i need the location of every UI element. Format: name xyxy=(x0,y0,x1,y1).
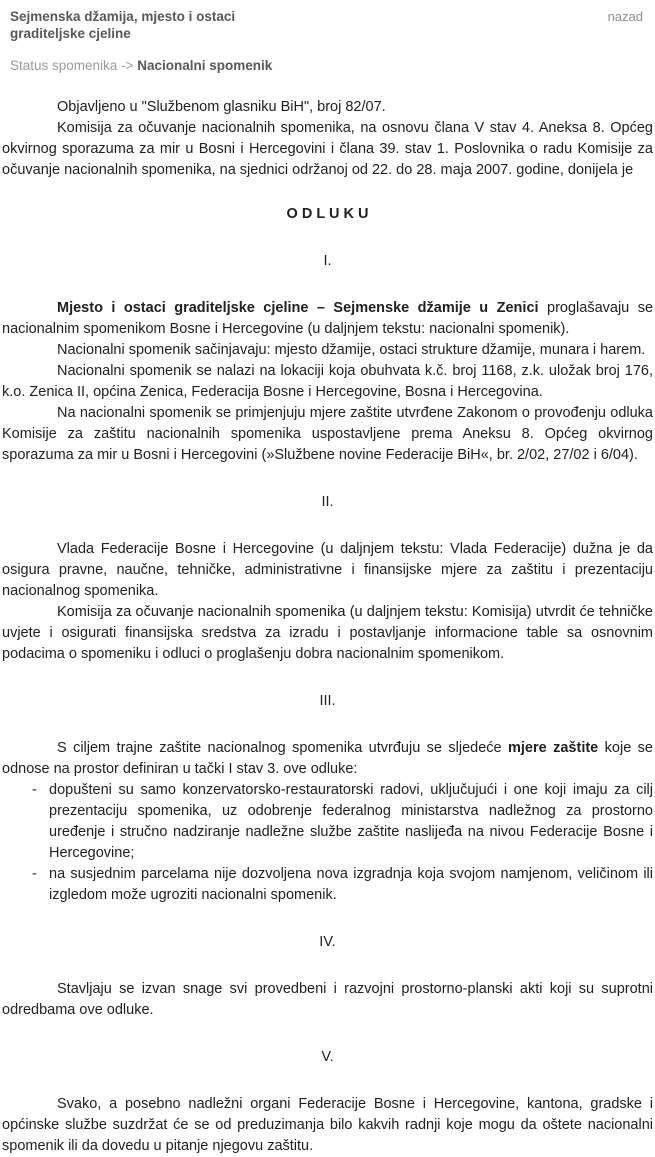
list-item xyxy=(2,780,653,864)
paragraph-s2-p2: Komisija za očuvanje nacionalnih spomenika (u daljnjem tekstu: Komisija) utvrdit će tehničke uvjete i osigurati finansijska sredstva za izradu i postavljanje informacione table sa osnovnim podacima o spomeniku i odluci o proglašenju dobra nacionalnim spomenikom. xyxy=(2,604,653,662)
paragraph-s1-p1 xyxy=(2,298,653,340)
paragraph-s1-p3: Nacionalni spomenik se nalazi na lokaciji koja obuhvata k.č. broj 1168, z.k. uložak broj 176, k.o. Zenica II, općina Zenica, Federacija Bosne i Hercegovine, Bosna i Hercegovina. xyxy=(2,363,653,400)
list-item xyxy=(2,864,653,906)
section-number-1: I. xyxy=(323,253,332,269)
paragraph-s1-p1-rest: proglašavaju se nacionalnim spomenikom Bosne i Hercegovine (u daljnjem tekstu: nacionalni spomenik). xyxy=(2,300,654,337)
section-number-2: II. xyxy=(321,494,334,510)
paragraph-s5-p1: Svako, a posebno nadležni organi Federacije Bosne i Hercegovine, kantona, gradske i općinske službe suzdržat će se od preduzimanja bilo kakvih radnji koje mogu da oštete nacionalni spomenik ili da dovedu u pitanje njegovu zaštitu. xyxy=(2,1096,653,1154)
protection-measures-list xyxy=(2,780,653,906)
paragraph-s3-p1-tail: koje se odnose na prostor definiran u tački I stav 3. ove odluke: xyxy=(2,740,653,777)
status-value: Nacionalni spomenik xyxy=(137,58,273,73)
section-number-4: IV. xyxy=(319,934,336,950)
back-link[interactable]: nazad xyxy=(607,9,643,24)
paragraph-preamble: Komisija za očuvanje nacionalnih spomenika, na osnovu člana V stav 4. Aneksa 8. Općeg okvirnog sporazuma za mir u Bosni i Hercegovini i člana 39. stav 1. Poslovnika o radu Komisije za očuvanje nacionalnih spomenika, na sjednici održanoj od 22. do 28. maja 2007. godine, donijela je xyxy=(2,120,653,178)
section-number-3: III. xyxy=(319,693,336,709)
status-label: Status spomenika -> xyxy=(10,58,134,73)
paragraph-s1-p4: Na nacionalni spomenik se primjenjuju mjere zaštite utvrđene Zakonom o provođenju odluka Komisije za zaštitu nacionalnih spomenika uspostavljene prema Aneksu 8. Općeg okvirnog sporazuma za mir u Bosni i Hercegovini (»Službene novine Federacije BiH«, br. 2/02, 27/02 i 6/04). xyxy=(2,405,653,463)
page-title: Sejmenska džamija, mjesto i ostaci graditeljske cjeline xyxy=(10,9,236,41)
document-body xyxy=(0,97,655,1157)
paragraph-published: Objavljeno u "Službenom glasniku BiH", broj 82/07. xyxy=(57,99,386,115)
section-number-5: V. xyxy=(321,1049,334,1065)
paragraph-s1-p2: Nacionalni spomenik sačinjavaju: mjesto džamije, ostaci strukture džamije, munara i harem. xyxy=(57,342,646,358)
paragraph-s4-p1: Stavljaju se izvan snage svi provedbeni i razvojni prostorno-planski akti koji su suprotni odredbama ove odluke. xyxy=(2,981,653,1018)
dash-marker: - xyxy=(32,782,37,798)
dash-marker: - xyxy=(32,866,37,882)
header-row xyxy=(10,8,643,42)
paragraph-s2-p1: Vlada Federacije Bosne i Hercegovine (u daljnjem tekstu: Vlada Federacije) dužna je da osigura pravne, naučne, tehničke, administrativne i finansijske mjere za zaštitu i prezentaciju nacionalnog spomenika. xyxy=(2,541,653,599)
list-item-text: na susjednim parcelama nije dozvoljena nova izgradnja koja svojom namjenom, veličinom ili izgledom može ugroziti nacionalni spomenik. xyxy=(49,866,653,903)
decision-heading: O D L U K U xyxy=(286,206,369,222)
list-item-text: dopušteni su samo konzervatorsko-restauratorski radovi, uključujući i one koji imaju za cilj prezentaciju spomenika, uz odobrenje federalnog ministarstva nadležnog za prostorno uređenje i stručno nadziranje nadležne službe zaštite naslijeđa na nivou Federacije Bosne i Hercegovine; xyxy=(49,782,653,861)
paragraph-s3-p1-bold: mjere zaštite xyxy=(508,740,599,756)
paragraph-s1-p1-bold: Mjesto i ostaci graditeljske cjeline – Sejmenske džamije u Zenici xyxy=(57,300,539,316)
paragraph-s3-p1 xyxy=(2,738,653,780)
header xyxy=(0,0,655,73)
status-line xyxy=(10,58,643,73)
paragraph-s3-p1-lead: S ciljem trajne zaštite nacionalnog spomenika utvrđuju se sljedeće xyxy=(57,740,509,756)
